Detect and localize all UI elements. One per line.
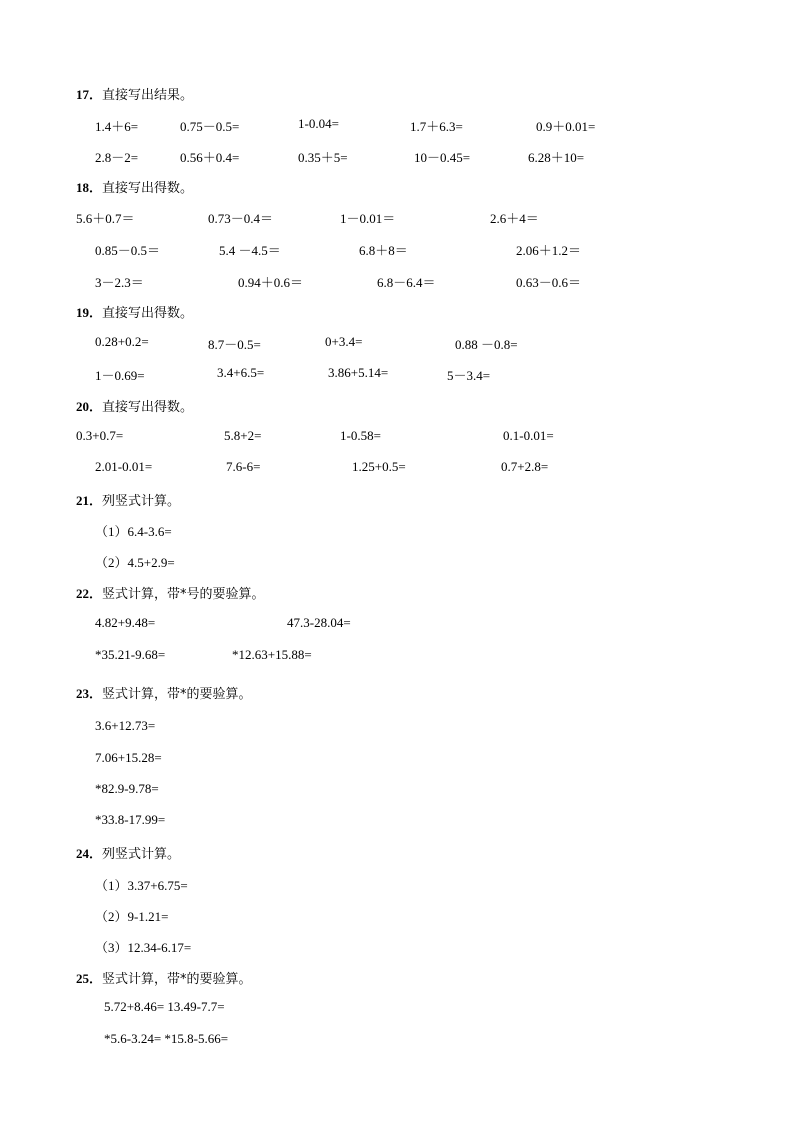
problem-item: 0.3+0.7=: [76, 428, 124, 443]
question-number: 25: [76, 971, 89, 986]
problem-item: 5.8+2=: [224, 428, 262, 443]
problem-item: *5.6-3.24= *15.8-5.66=: [104, 1031, 229, 1046]
problem-item: 0.73－0.4＝: [208, 211, 274, 226]
problem-item: （2）4.5+2.9=: [95, 555, 175, 570]
question-20-title: 20．直接写出得数。: [76, 399, 194, 415]
question-instruction: 竖式计算，带*的要验算。: [102, 972, 252, 987]
problem-item: 6.8－6.4＝: [377, 275, 436, 290]
question-instruction: 列竖式计算。: [102, 494, 181, 509]
question-17-title: 17．直接写出结果。: [76, 87, 194, 103]
problem-item: 1.7＋6.3=: [410, 119, 463, 134]
question-number: 24: [76, 846, 89, 861]
problem-item: 0.56＋0.4=: [180, 150, 240, 165]
question-number: 17: [76, 87, 89, 102]
problem-item: 0.28+0.2=: [95, 334, 149, 349]
problem-item: 4.82+9.48=: [95, 615, 156, 630]
question-19-title: 19．直接写出得数。: [76, 305, 194, 321]
question-number: 20: [76, 399, 89, 414]
problem-item: 8.7－0.5=: [208, 337, 261, 352]
problem-item: *33.8-17.99=: [95, 812, 166, 827]
problem-item: 6.28＋10=: [528, 150, 585, 165]
problem-item: （1）6.4-3.6=: [95, 524, 172, 539]
problem-item: 2.06＋1.2＝: [516, 243, 582, 258]
question-18-title: 18．直接写出得数。: [76, 180, 194, 196]
problem-item: 1－0.01＝: [340, 211, 396, 226]
problem-item: 3.4+6.5=: [217, 365, 265, 380]
problem-item: 10－0.45=: [414, 150, 471, 165]
problem-item: 1.4＋6=: [95, 119, 139, 134]
problem-item: 2.6＋4＝: [490, 211, 539, 226]
question-24-title: 24．列竖式计算。: [76, 846, 181, 862]
problem-item: 1－0.69=: [95, 368, 145, 383]
question-instruction: 直接写出得数。: [102, 306, 194, 321]
problem-item: 1-0.58=: [340, 428, 381, 443]
problem-item: 3－2.3＝: [95, 275, 144, 290]
problem-item: *82.9-9.78=: [95, 781, 159, 796]
problem-item: 2.01-0.01=: [95, 459, 153, 474]
question-instruction: 竖式计算，带*号的要验算。: [102, 587, 265, 602]
problem-item: 1-0.04=: [298, 116, 339, 131]
problem-item: 0.7+2.8=: [501, 459, 549, 474]
problem-item: 7.06+15.28=: [95, 750, 162, 765]
problem-item: 5.72+8.46= 13.49-7.7=: [104, 999, 225, 1014]
question-23-title: 23．竖式计算，带*的要验算。: [76, 686, 252, 702]
problem-item: 0.88 －0.8=: [455, 337, 518, 352]
question-number: 23: [76, 686, 89, 701]
problem-item: 0.9＋0.01=: [536, 119, 596, 134]
problem-item: *12.63+15.88=: [232, 647, 312, 662]
question-instruction: 直接写出得数。: [102, 400, 194, 415]
problem-item: 47.3-28.04=: [287, 615, 351, 630]
question-25-title: 25．竖式计算，带*的要验算。: [76, 971, 252, 987]
question-number: 18: [76, 180, 89, 195]
problem-item: 2.8－2=: [95, 150, 139, 165]
problem-item: （1）3.37+6.75=: [95, 878, 188, 893]
problem-item: 0.85－0.5＝: [95, 243, 161, 258]
problem-item: 6.8＋8＝: [359, 243, 408, 258]
problem-item: 5.4 －4.5＝: [219, 243, 281, 258]
question-instruction: 直接写出得数。: [102, 181, 194, 196]
problem-item: 5－3.4=: [447, 368, 491, 383]
question-number: 22: [76, 586, 89, 601]
problem-item: 5.6＋0.7＝: [76, 211, 135, 226]
problem-item: 3.6+12.73=: [95, 718, 156, 733]
problem-item: （3）12.34-6.17=: [95, 940, 192, 955]
problem-item: *35.21-9.68=: [95, 647, 166, 662]
problem-item: 1.25+0.5=: [352, 459, 406, 474]
problem-item: 0.1-0.01=: [503, 428, 554, 443]
problem-item: 0.75－0.5=: [180, 119, 240, 134]
problem-item: 7.6-6=: [226, 459, 261, 474]
question-21-title: 21．列竖式计算。: [76, 493, 181, 509]
question-instruction: 竖式计算，带*的要验算。: [102, 687, 252, 702]
problem-item: 0.63－0.6＝: [516, 275, 582, 290]
problem-item: 0.35＋5=: [298, 150, 348, 165]
question-number: 19: [76, 305, 89, 320]
question-number: 21: [76, 493, 89, 508]
question-22-title: 22．竖式计算，带*号的要验算。: [76, 586, 265, 602]
question-instruction: 直接写出结果。: [102, 88, 194, 103]
problem-item: 0.94＋0.6＝: [238, 275, 304, 290]
problem-item: 0+3.4=: [325, 334, 363, 349]
question-instruction: 列竖式计算。: [102, 847, 181, 862]
problem-item: （2）9-1.21=: [95, 909, 169, 924]
problem-item: 3.86+5.14=: [328, 365, 389, 380]
